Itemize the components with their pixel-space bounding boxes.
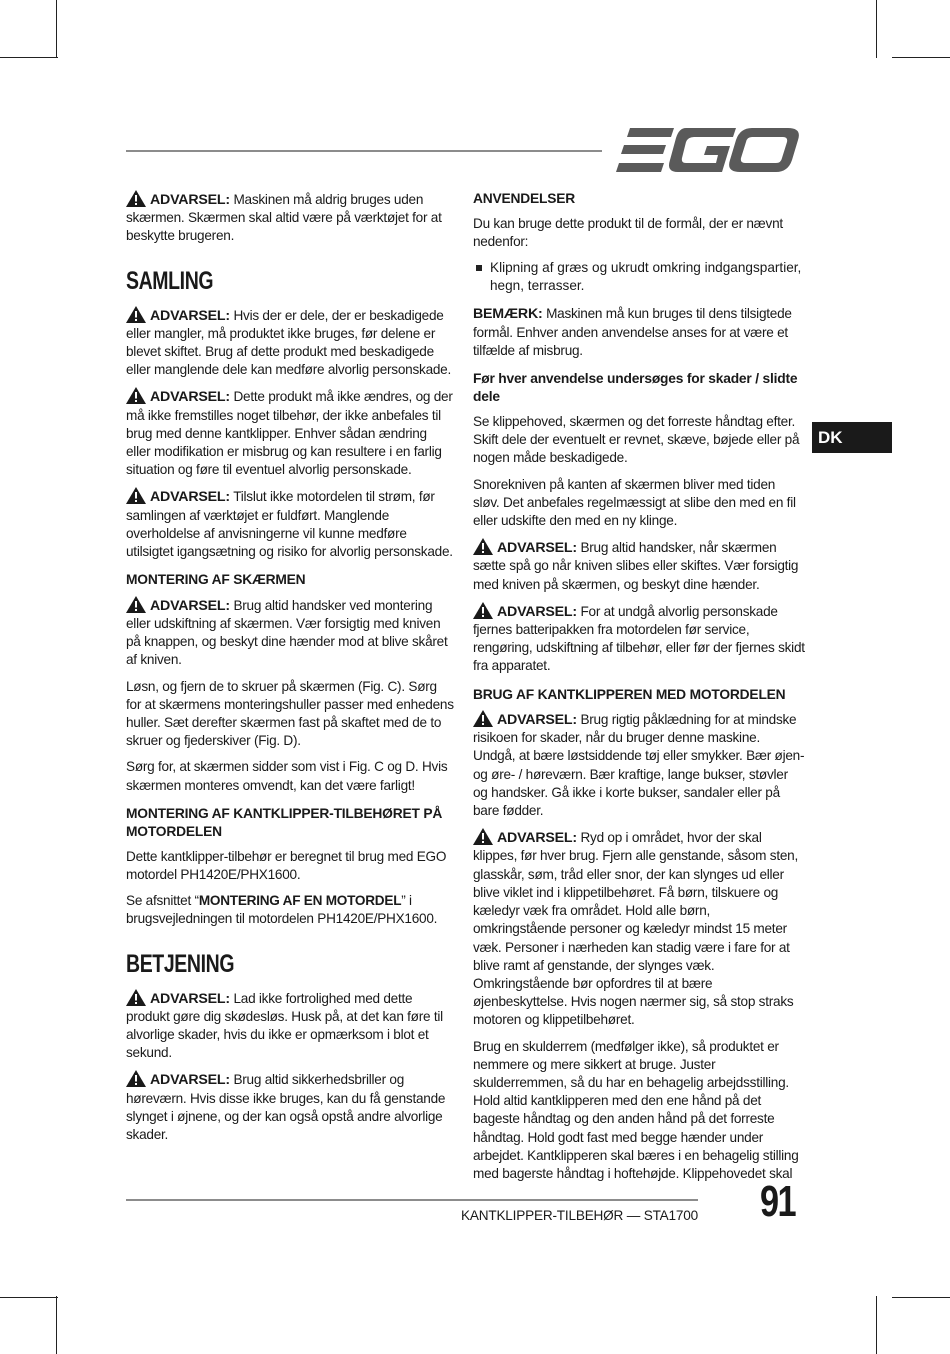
left-column (126, 190, 454, 1152)
subsection-heading: Før hver anvendelse undersøges for skader / slidte dele (473, 370, 798, 405)
warning-triangle-icon (473, 602, 493, 619)
warning-paragraph (126, 596, 454, 670)
note-text: Maskinen må kun bruges til dens tilsigtede formål. Enhver anden anvendelse anses for at være et tilfælde af misbrug. (473, 306, 792, 358)
warning-triangle-icon (126, 306, 146, 323)
crop-mark (56, 0, 57, 58)
note-paragraph (473, 305, 805, 360)
body-paragraph: Sørg for, at skærmen sidder som vist i Fig. C og D. Hvis skærmen monteres omvendt, kan det være farligt! (126, 759, 448, 793)
warning-label: ADVARSEL: (497, 712, 577, 729)
warning-label: ADVARSEL: (150, 389, 230, 406)
warning-text: Lad ikke fortrolighed med dette produkt gøre dig skødesløs. Husk på, at det kan føre til alvorlige skader, hvis du ikke er opmærksom i blot et sekund. (126, 990, 443, 1061)
warning-label: ADVARSEL: (497, 540, 577, 557)
header-rule (126, 150, 602, 152)
warning-text: Brug altid sikkerhedsbriller og høreværn. Hvis disse ikke bruges, kan du få genstande slynget i øjnene, og der kan også opstå andre alvorlige skader. (126, 1072, 446, 1143)
crop-mark (0, 1297, 58, 1298)
warning-triangle-icon (473, 710, 493, 727)
text-fragment: ” i brugsvejledningen til motordelen PH1420E/PHX1600. (126, 893, 438, 927)
crop-mark (892, 1297, 950, 1298)
body-paragraph: Brug en skulderrem (medfølger ikke), så produktet er nemmere og mere sikkert at bruge. Juster skulderremmen, så du har en behagelig arbejdsstilling. Hold altid kantklipperen med den ene hånd på det bageste håndtag og den anden hånd på det forreste håndtag. Hold godt fast med begge hænder under arbejdet. Kantklipperen skal bæres i en behagelig stilling med bagerste håndtag i hoftehøjde. Klippehovedet skal (473, 1038, 799, 1181)
warning-label: ADVARSEL: (150, 597, 230, 614)
warning-paragraph (473, 538, 805, 594)
subsection-heading: ANVENDELSER (473, 191, 576, 206)
text-fragment: Se afsnittet “ (126, 893, 199, 909)
warning-text: For at undgå alvorlig personskade fjernes batteripakken fra motordelen før service, rengøring, udskiftning af tilbehør, eller før der fjernes skidt fra apparatet. (473, 603, 805, 674)
warning-paragraph (126, 989, 454, 1063)
body-paragraph: Dette kantklipper-tilbehør er beregnet til brug med EGO motordel PH1420E/PHX1600. (126, 848, 447, 882)
warning-text: Tilslut ikke motordelen til strøm, før samlingen af værktøjet er fuldført. Manglende overholdelse af anvisningerne vil kunne medføre utilsigtet igangsætning og risiko for alvorlig personskade. (126, 489, 453, 560)
warning-text: Hvis der er dele, der er beskadigede eller mangler, må produktet ikke bruges, før delene er blevet skiftet. Brug af dette produkt med beskadigede eller manglende dele kan medføre alvorlig personskade. (126, 307, 452, 378)
language-tab: DK (812, 422, 892, 453)
warning-label: ADVARSEL: (150, 307, 230, 324)
warning-paragraph (126, 1070, 454, 1144)
warning-text: Brug altid handsker, når skærmen sætte spå go når kniven slibes eller skiftes. Vær forsigtig med kniven på skærmen, og beskyt dine hænder. (473, 540, 799, 592)
section-heading: BETJENING (126, 949, 235, 978)
body-paragraph: Du kan bruge dette produkt til de formål, der er nævnt nedenfor: (473, 215, 783, 249)
note-label: BEMÆRK: (473, 306, 543, 323)
subsection-heading: MONTERING AF SKÆRMEN (126, 572, 306, 588)
warning-text: Maskinen må aldrig bruges uden skærmen. Skærmen skal altid være på værktøjet for at beskytte brugeren. (126, 192, 442, 244)
warning-paragraph (473, 828, 805, 1029)
body-paragraph: Snorekniven på kanten af skærmen bliver med tiden sløv. Det anbefales regelmæssigt at slibe den med en fil eller udskifte den med en ny klinge. (473, 476, 796, 528)
ego-logo (616, 128, 800, 172)
subsection-heading: MONTERING AF KANTKLIPPER-TILBEHØRET PÅ MOTORDELEN (126, 805, 443, 840)
warning-triangle-icon (126, 596, 146, 613)
body-paragraph: Løsn, og fjern de to skruer på skærmen (Fig. C). Sørg for at skærmens monteringshuller passer med enhedens huller. Sæt derefter skærmen fast på skaftet med de to skruer og fjederskiver (Fig. D). (126, 678, 454, 749)
warning-label: ADVARSEL: (150, 1072, 230, 1089)
warning-paragraph (126, 387, 454, 479)
warning-text: Dette produkt må ikke ændres, og der må ikke fremstilles noget tilbehør, der ikke anbefales til brug med denne kantklipper. Enhver sådan ændring eller modifikation er misbrug og kan resultere i en farlig situation og føre til eventuel alvorlig personskade. (126, 389, 453, 478)
footer-title: KANTKLIPPER-TILBEHØR — STA1700 (460, 1208, 698, 1223)
warning-paragraph (126, 487, 454, 561)
reference-section-name: MONTERING AF EN MOTORDEL (198, 893, 402, 909)
subsection-heading: BRUG AF KANTKLIPPEREN MED MOTORDELEN (473, 686, 786, 702)
warning-text: Brug altid handsker ved montering eller udskiftning af skærmen. Vær forsigtig med kniven på knappen, og beskyt dine hænder mod at blive skåret af kniven. (126, 597, 448, 668)
warning-label: ADVARSEL: (497, 603, 577, 620)
warning-triangle-icon (473, 828, 493, 845)
crop-mark (876, 1296, 877, 1354)
crop-mark (876, 18, 877, 58)
warning-label: ADVARSEL: (150, 489, 230, 506)
warning-triangle-icon (126, 1070, 146, 1087)
warning-text: Ryd op i området, hvor der skal klippes, før hver brug. Fjern alle genstande, såsom sten, glasskår, søm, tråd eller snor, der kan slynges ud eller blive viklet ind i klippetilbehøret. Få børn, tilskuere og kæledyr væk fra området. Hold alle børn, omkringstående personer og kæledyr mindst 15 meter væk. Personer i nærheden kan stadig være i fare for at blive ramt af genstande, der slynges væk. Omkringstående bør opfordres til at bære øjenbeskyttelse. Hvis nogen nærmer sig, så stop straks motoren og klippetilbehøret. (473, 830, 799, 1028)
crop-mark (0, 57, 58, 58)
warning-label: ADVARSEL: (150, 990, 230, 1007)
warning-triangle-icon (126, 989, 146, 1006)
body-paragraph: Se klippehoved, skærmen og det forreste håndtag efter. Skift dele der eventuelt er revnet, skæve, bøjede eller på nogen måde beskadigede. (473, 413, 800, 466)
footer-rule (126, 1199, 698, 1201)
warning-text: Brug rigtig påklædning for at mindske risikoen for skader, når du bruger denne maskine. Undgå, at bære løstsiddende tøj eller smykker. Bær øjen- og øre- / høreværn. Bær kraftige, lange bukser, støvler og handsker. Gå ikke i korte bukser, sandaler eller på bare fødder. (473, 712, 805, 819)
warning-triangle-icon (473, 538, 493, 555)
warning-paragraph (473, 602, 805, 676)
page-number: 91 (760, 1177, 796, 1226)
warning-triangle-icon (126, 190, 146, 207)
warning-paragraph (473, 710, 805, 820)
warning-paragraph (126, 190, 454, 246)
warning-paragraph (126, 306, 454, 380)
warning-triangle-icon (126, 387, 146, 404)
section-heading: SAMLING (126, 266, 214, 295)
warning-triangle-icon (126, 487, 146, 504)
right-column (473, 190, 805, 1191)
list-item: Klipning af græs og ukrudt omkring indgangspartier, hegn, terrasser. (473, 259, 805, 295)
crop-mark (892, 57, 950, 58)
crop-mark (56, 1296, 57, 1354)
warning-label: ADVARSEL: (150, 192, 230, 208)
uses-list (473, 259, 805, 295)
warning-label: ADVARSEL: (497, 830, 577, 847)
body-paragraph (126, 892, 454, 928)
